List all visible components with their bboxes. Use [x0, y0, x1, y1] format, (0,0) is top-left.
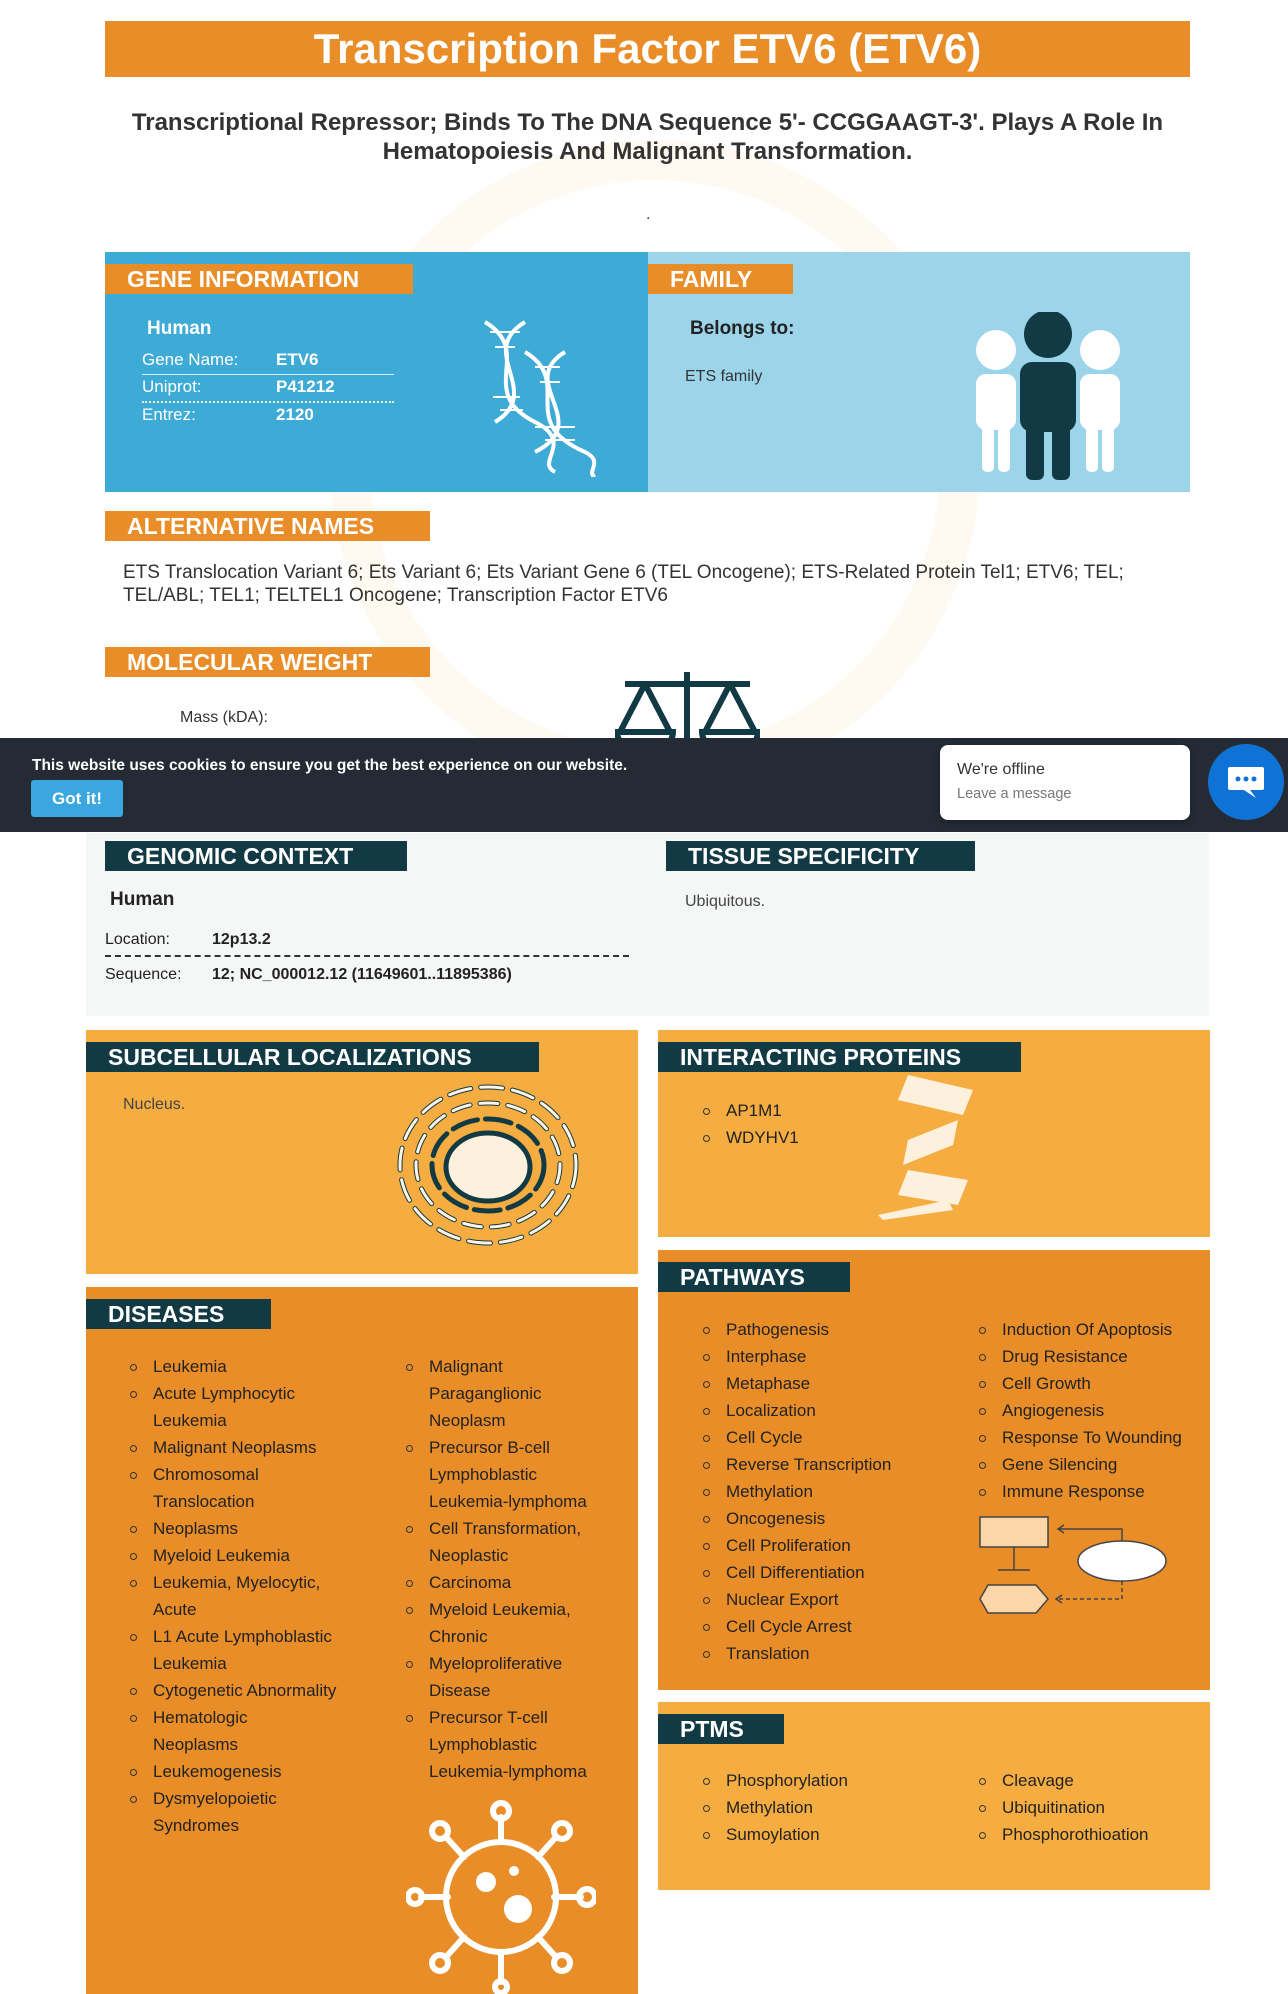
list-item: Metaphase [700, 1370, 940, 1397]
chat-icon [1226, 764, 1266, 800]
location-value: 12p13.2 [212, 931, 271, 948]
divider [142, 401, 394, 403]
people-icon [968, 312, 1128, 482]
family-value: ETS family [685, 368, 763, 385]
alternative-names-text: ETS Translocation Variant 6; Ets Variant 6; Ets Variant Gene 6 (TEL Oncogene); ETS-Related Protein Tel1; ETV6; TEL; TEL/ABL; TEL1; TELTEL1 Oncogene; Transcription Factor ETV6 [123, 562, 1124, 606]
molecular-weight-label: MOLECULAR WEIGHT [105, 647, 430, 677]
list-item: Nuclear Export [700, 1586, 940, 1613]
entrez-key: Entrez: [142, 405, 196, 424]
chat-launcher-button[interactable] [1208, 744, 1284, 820]
list-item: Myeloproliferative Disease [403, 1650, 603, 1704]
list-item: Malignant Neoplasms [127, 1434, 337, 1461]
gene-name-key: Gene Name: [142, 350, 239, 369]
tissue-value: Ubiquitous. [685, 893, 766, 910]
list-item: Cell Transformation, Neoplastic [403, 1515, 603, 1569]
list-item: Interphase [700, 1343, 940, 1370]
list-item: Induction Of Apoptosis [976, 1316, 1206, 1343]
diseases-list-col2 [403, 1353, 603, 1785]
list-item: Sumoylation [700, 1821, 940, 1848]
scale-icon [615, 672, 760, 742]
list-item: Cell Proliferation [700, 1532, 940, 1559]
mass-label: Mass (kDA): [180, 709, 268, 726]
pathways-list-col2 [976, 1316, 1206, 1505]
protein-helix-icon [868, 1070, 998, 1220]
interacting-proteins-panel [658, 1030, 1210, 1237]
divider [105, 955, 629, 957]
subcellular-panel [86, 1030, 638, 1274]
subcellular-value: Nucleus. [123, 1096, 186, 1113]
list-item: Cell Cycle [700, 1424, 940, 1451]
list-item: Precursor T-cell Lymphoblastic Leukemia-lymphoma [403, 1704, 603, 1785]
gene-information-panel [105, 252, 648, 492]
list-item: Drug Resistance [976, 1343, 1206, 1370]
list-item: Angiogenesis [976, 1397, 1206, 1424]
page-subtitle: Transcriptional Repressor; Binds To The DNA Sequence 5'- CCGGAAGT-3'. Plays A Role In Hematopoiesis And Malignant Transformation. [131, 109, 1164, 165]
pathways-list-col1 [700, 1316, 940, 1667]
list-item: Immune Response [976, 1478, 1206, 1505]
list-item: Carcinoma [403, 1569, 603, 1596]
belongs-to-label: Belongs to: [690, 318, 795, 339]
list-item: Phosphorylation [700, 1767, 940, 1794]
divider [142, 374, 394, 375]
pathways-panel [658, 1250, 1210, 1690]
genomic-species: Human [110, 889, 175, 910]
diseases-label: DISEASES [86, 1299, 271, 1329]
list-item: Localization [700, 1397, 940, 1424]
list-item: Cleavage [976, 1767, 1206, 1794]
nucleus-icon [396, 1075, 586, 1250]
dna-icon [465, 312, 615, 477]
genomic-tissue-panel [86, 833, 1209, 1016]
entrez-value: 2120 [276, 405, 314, 424]
pathway-diagram-icon [978, 1515, 1178, 1620]
list-item: Myeloid Leukemia [127, 1542, 337, 1569]
list-item: Neoplasms [127, 1515, 337, 1542]
gene-information-label: GENE INFORMATION [105, 264, 413, 294]
page-title: Transcription Factor ETV6 (ETV6) [105, 21, 1190, 77]
list-item: Malignant Paraganglionic Neoplasm [403, 1353, 603, 1434]
list-item: Ubiquitination [976, 1794, 1206, 1821]
list-item: Acute Lymphocytic Leukemia [127, 1380, 337, 1434]
list-item: Cell Cycle Arrest [700, 1613, 940, 1640]
list-item: Leukemogenesis [127, 1758, 337, 1785]
family-panel [648, 252, 1190, 492]
cookie-accept-button[interactable]: Got it! [31, 780, 123, 817]
list-item: Cell Growth [976, 1370, 1206, 1397]
list-item: Methylation [700, 1794, 940, 1821]
diseases-list-col1 [127, 1353, 337, 1839]
list-item: Leukemia [127, 1353, 337, 1380]
list-item: Leukemia, Myelocytic, Acute [127, 1569, 337, 1623]
diseases-panel [86, 1287, 638, 1994]
list-item: Pathogenesis [700, 1316, 940, 1343]
interacting-proteins-label: INTERACTING PROTEINS [658, 1042, 1021, 1072]
family-label: FAMILY [648, 264, 793, 294]
ptms-panel [658, 1702, 1210, 1890]
genomic-context-label: GENOMIC CONTEXT [105, 841, 407, 871]
list-item: Translation [700, 1640, 940, 1667]
chat-popup[interactable] [940, 745, 1190, 820]
ptms-list-col2 [976, 1767, 1206, 1848]
list-item: Hematologic Neoplasms [127, 1704, 337, 1758]
list-item: Precursor B-cell Lymphoblastic Leukemia-lymphoma [403, 1434, 603, 1515]
uniprot-value: P41212 [276, 377, 335, 396]
virus-icon [406, 1797, 596, 1994]
list-item: L1 Acute Lymphoblastic Leukemia [127, 1623, 337, 1677]
list-item: Myeloid Leukemia, Chronic [403, 1596, 603, 1650]
alternative-names-label: ALTERNATIVE NAMES [105, 511, 430, 541]
list-item: WDYHV1 [700, 1124, 799, 1151]
list-item: Cell Differentiation [700, 1559, 940, 1586]
list-item: Chromosomal Translocation [127, 1461, 337, 1515]
list-item: Dysmyelopoietic Syndromes [127, 1785, 337, 1839]
subcellular-label: SUBCELLULAR LOCALIZATIONS [86, 1042, 539, 1072]
sequence-key: Sequence: [105, 966, 182, 983]
separator-dot: . [646, 206, 651, 223]
gene-species: Human [147, 318, 212, 339]
interacting-proteins-list [700, 1097, 799, 1151]
list-item: Response To Wounding [976, 1424, 1206, 1451]
ptms-list-col1 [700, 1767, 940, 1848]
location-key: Location: [105, 931, 170, 948]
list-item: Gene Silencing [976, 1451, 1206, 1478]
uniprot-key: Uniprot: [142, 377, 202, 396]
list-item: Cytogenetic Abnormality [127, 1677, 337, 1704]
ptms-label: PTMS [658, 1714, 784, 1744]
list-item: Phosphorothioation [976, 1821, 1206, 1848]
pathways-label: PATHWAYS [658, 1262, 850, 1292]
tissue-specificity-label: TISSUE SPECIFICITY [666, 841, 975, 871]
list-item: Methylation [700, 1478, 940, 1505]
gene-name-value: ETV6 [276, 350, 319, 369]
chat-action[interactable]: Leave a message [957, 786, 1072, 802]
list-item: AP1M1 [700, 1097, 799, 1124]
chat-status: We're offline [957, 761, 1045, 778]
list-item: Oncogenesis [700, 1505, 940, 1532]
list-item: Reverse Transcription [700, 1451, 940, 1478]
cookie-message: This website uses cookies to ensure you get the best experience on our website. [32, 757, 628, 774]
sequence-value: 12; NC_000012.12 (11649601..11895386) [212, 966, 512, 983]
